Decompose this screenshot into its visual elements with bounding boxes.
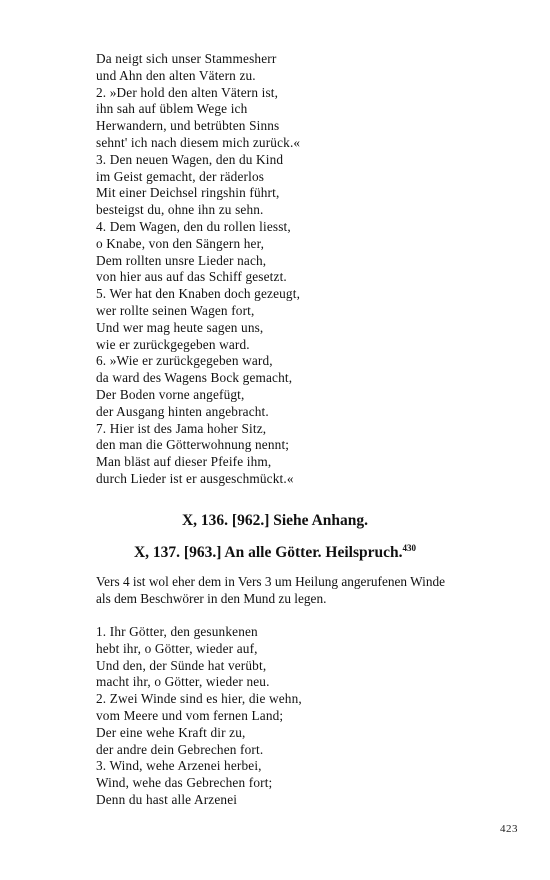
verse-line: vom Meere und vom fernen Land; [96, 707, 284, 723]
verse-line: 4. Dem Wagen, den du rollen liesst, [96, 218, 291, 234]
verse-line: 3. Den neuen Wagen, den du Kind [96, 151, 284, 167]
verse-line: 7. Hier ist des Jama hoher Sitz, [96, 420, 267, 436]
verse-line: Mit einer Deichsel ringshin führt, [96, 185, 280, 201]
verse-line: Denn du hast alle Arzenei [96, 791, 238, 807]
verse-line: 2. »Der hold den alten Vätern ist, [96, 84, 279, 100]
verse-line: ihn sah auf üblem Wege ich [96, 101, 248, 117]
verse-line: Da neigt sich unser Stammesherr [96, 51, 277, 66]
verse-line: im Geist gemacht, der räderlos [96, 168, 265, 184]
verse-line: Man bläst auf dieser Pfeife ihm, [96, 454, 272, 470]
footnote-marker: 430 [402, 542, 416, 553]
section-heading-text: X, 136. [962.] Siehe Anhang. [181, 512, 369, 529]
verse-line: 6. »Wie er zurückgegeben ward, [96, 353, 273, 369]
section-heading-x136 [40, 512, 510, 530]
verse-line: den man die Götterwohnung nennt; [96, 437, 290, 453]
verse-line: Der Boden vorne angefügt, [96, 386, 245, 402]
poem-x137 [96, 624, 516, 809]
page-number: 423 [500, 823, 518, 835]
verse-line: da ward des Wagens Bock gemacht, [96, 370, 293, 386]
verse-line: Herwandern, und betrübten Sinns [96, 118, 280, 134]
section-heading-x137 [40, 544, 510, 562]
verse-line: Dem rollten unsre Lieder nach, [96, 252, 267, 268]
verse-line: Wind, wehe das Gebrechen fort; [96, 775, 273, 791]
verse-line: Der eine wehe Kraft dir zu, [96, 724, 246, 740]
verse-line: von hier aus auf das Schiff gesetzt. [96, 269, 287, 285]
intro-note [96, 574, 516, 608]
verse-line: Und wer mag heute sagen uns, [96, 319, 264, 335]
verse-line: 5. Wer hat den Knaben doch gezeugt, [96, 286, 301, 302]
verse-line: wer rollte seinen Wagen fort, [96, 302, 255, 318]
prose-line: als dem Beschwörer in den Mund zu legen. [96, 590, 327, 606]
verse-line: o Knabe, von den Sängern her, [96, 235, 265, 251]
verse-line: sehnt' ich nach diesem mich zurück.« [96, 134, 301, 150]
verse-line: durch Lieder ist er ausgeschmückt.« [96, 470, 294, 486]
verse-line: Und den, der Sünde hat verübt, [96, 657, 267, 673]
poem-continuation [96, 51, 516, 488]
verse-line: und Ahn den alten Vätern zu. [96, 67, 256, 83]
verse-line: besteigst du, ohne ihn zu sehn. [96, 202, 264, 218]
verse-line: 2. Zwei Winde sind es hier, die wehn, [96, 691, 302, 707]
verse-line: 1. Ihr Götter, den gesunkenen [96, 624, 258, 639]
verse-line: hebt ihr, o Götter, wieder auf, [96, 640, 258, 656]
verse-line: macht ihr, o Götter, wieder neu. [96, 674, 270, 690]
verse-line: wie er zurückgegeben ward. [96, 336, 250, 352]
prose-line: Vers 4 ist wol eher dem in Vers 3 um Heilung angerufenen Winde [96, 574, 446, 589]
section-heading-text: X, 137. [963.] An alle Götter. Heilspruch. [133, 544, 403, 561]
verse-line: 3. Wind, wehe Arzenei herbei, [96, 758, 262, 774]
verse-line: der Ausgang hinten angebracht. [96, 403, 269, 419]
verse-line: der andre dein Gebrechen fort. [96, 741, 264, 757]
